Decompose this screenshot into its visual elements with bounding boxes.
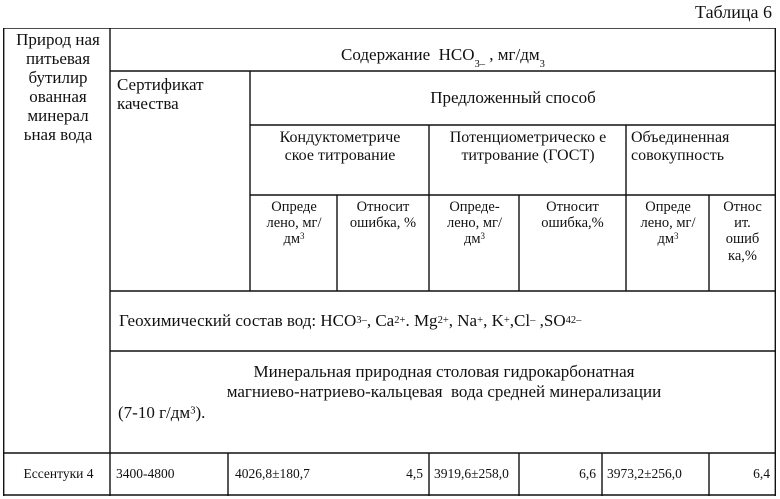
water-type-header: Природ ная питьевая бутилир ованная минерал ьная вода — [16, 30, 100, 145]
row-cond-value: 4026,8±180,7 — [235, 466, 310, 481]
geochemical-composition: Геохимический состав вод: НСО 3 – , Са 2+ . Мg 2+ , Na + , K + ,Cl – ,SO 4 2– — [119, 311, 582, 330]
data-table — [3, 28, 776, 496]
description-line-1: Минеральная природная столовая гидрокарбонатная — [253, 362, 635, 381]
method-combined: Объединенная совокупность — [631, 129, 730, 164]
pot-error-header: Относит ошибка,% — [541, 199, 604, 232]
water-description — [113, 362, 775, 452]
description-line-3: (7-10 $г/дм^3$). — [118, 402, 206, 422]
certificate-header: Сертификат качества — [117, 75, 204, 114]
cond-determined-header: Опреде лено, $мг/дм^3$ — [266, 199, 322, 248]
method-conductometric: Кондуктометриче ское титрование — [279, 129, 401, 164]
cond-error-header: Относит ошибка, % — [349, 199, 417, 232]
row-cond-error: 4,5 — [406, 466, 423, 481]
row-comb-value: 3973,2±256,0 — [607, 466, 682, 481]
pot-determined-header: Опреде- лено, $мг/дм^3$ — [446, 199, 503, 248]
row-water-name: Ессентуки 4 — [23, 466, 94, 481]
proposed-method-header: Предложенный способ — [430, 88, 596, 107]
content-header: Содержание НСО 3 – , мг/дм 3 — [341, 45, 545, 70]
comb-determined-header: Опреде лено, $мг/дм^3$ — [640, 199, 696, 248]
table-caption: Таблица 6 — [695, 2, 772, 22]
row-pot-value: 3919,6±258,0 — [434, 466, 509, 481]
row-pot-error: 6,6 — [579, 466, 596, 481]
row-comb-error: 6,4 — [753, 466, 770, 481]
method-potentiometric: Потенциометрическо е титрование (ГОСТ) — [449, 129, 607, 164]
row-certificate: 3400-4800 — [116, 466, 175, 481]
comb-error-header: Относ ит. ошиб ка,% — [723, 199, 762, 264]
description-line-2: магниево-натриево-кальцевая вода средней минерализации — [226, 382, 662, 402]
